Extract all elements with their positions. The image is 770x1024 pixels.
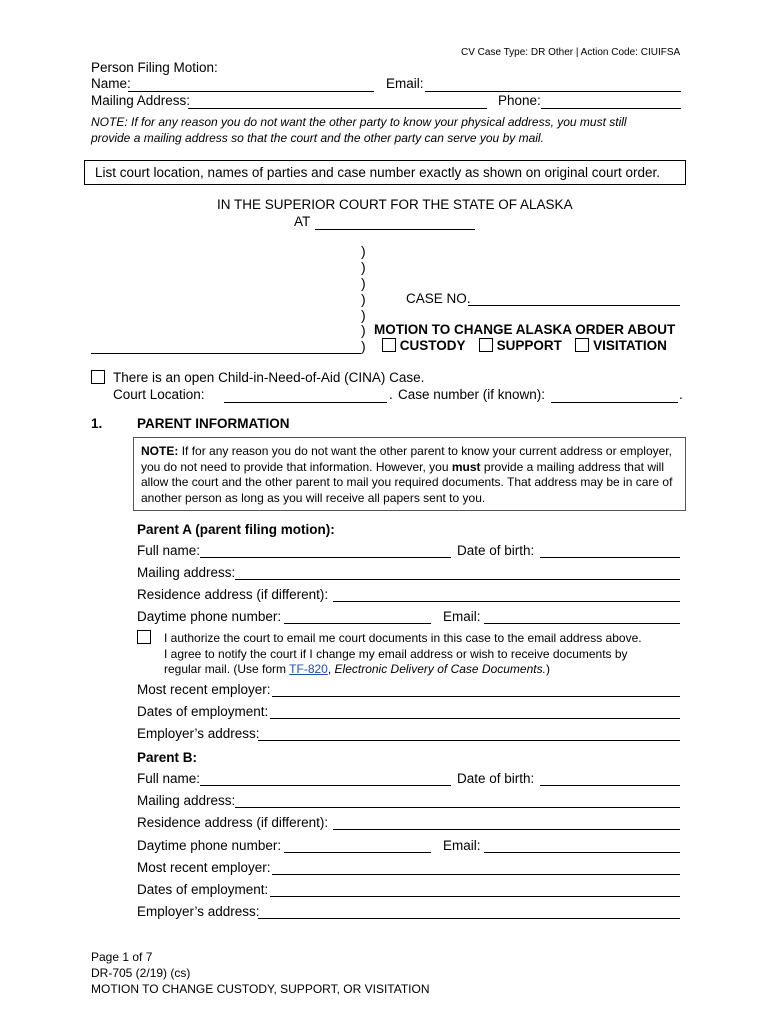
- phone-field[interactable]: [541, 108, 681, 109]
- parent-b-email-label: Email:: [443, 838, 481, 853]
- parent-b-employer-field[interactable]: [272, 874, 680, 875]
- parent-b-full-name-label: Full name:: [137, 771, 201, 786]
- parent-a-mailing-label: Mailing address:: [137, 565, 236, 580]
- parent-b-employer-address-label: Employer’s address:: [137, 904, 260, 919]
- note-must: must: [451, 459, 481, 474]
- person-filing-label: Person Filing Motion:: [91, 60, 218, 75]
- parent-b-email-field[interactable]: [484, 852, 680, 853]
- footer-form-title: MOTION TO CHANGE CUSTODY, SUPPORT, OR VISITATION: [91, 982, 430, 996]
- parent-b-dates-field[interactable]: [270, 896, 680, 897]
- support-checkbox[interactable]: [479, 338, 493, 352]
- cina-checkbox[interactable]: [91, 370, 105, 384]
- parent-a-phone-label: Daytime phone number:: [137, 609, 282, 624]
- authorize-text-a: regular mail. (Use form: [164, 662, 287, 676]
- tf-820-link[interactable]: TF-820: [289, 662, 328, 676]
- parent-a-employer-label: Most recent employer:: [137, 682, 271, 697]
- section-number: 1.: [91, 416, 103, 431]
- parent-b-residence-label: Residence address (if different):: [137, 815, 329, 830]
- parent-a-dob-field[interactable]: [540, 557, 680, 558]
- motion-title: MOTION TO CHANGE ALASKA ORDER ABOUT: [374, 322, 676, 337]
- case-type-code: CV Case Type: DR Other | Action Code: CIUIFSA: [461, 47, 681, 58]
- caption-paren: ): [361, 307, 366, 323]
- authorize-comma: ,: [327, 662, 332, 676]
- caption-paren: ): [361, 322, 366, 338]
- caption-paren: ): [361, 338, 366, 354]
- parent-info-note: [133, 437, 686, 511]
- parent-a-heading: Parent A (parent filing motion):: [137, 522, 335, 537]
- note-text-b: provide a mailing address that will allow the court and the other parent to mail you required documents. That address may be in care of another person as long as you will receive all papers sent to you.: [141, 459, 673, 505]
- court-title: IN THE SUPERIOR COURT FOR THE STATE OF ALASKA: [217, 197, 573, 212]
- parties-field[interactable]: [91, 353, 361, 354]
- parent-b-phone-label: Daytime phone number:: [137, 838, 282, 853]
- caption-paren: ): [361, 259, 366, 275]
- parent-b-dates-label: Dates of employment:: [137, 882, 269, 897]
- parent-b-residence-field[interactable]: [333, 829, 680, 830]
- parent-a-dates-field[interactable]: [270, 718, 680, 719]
- custody-label: CUSTODY: [399, 338, 466, 353]
- parent-b-phone-field[interactable]: [284, 852, 431, 853]
- parent-a-employer-field[interactable]: [272, 696, 680, 697]
- parent-a-dob-label: Date of birth:: [457, 543, 535, 558]
- form-title: Electronic Delivery of Case Documents.: [334, 662, 546, 676]
- parent-b-mailing-label: Mailing address:: [137, 793, 236, 808]
- cina-label: There is an open Child-in-Need-of-Aid (CINA) Case.: [113, 370, 425, 385]
- parent-b-dob-label: Date of birth:: [457, 771, 535, 786]
- mailing-address-label: Mailing Address:: [91, 93, 191, 108]
- case-no-label: CASE NO.: [406, 291, 471, 306]
- custody-checkbox[interactable]: [382, 338, 396, 352]
- parent-a-mailing-field[interactable]: [235, 579, 680, 580]
- authorize-line3: [164, 662, 550, 676]
- parent-b-heading: Parent B:: [137, 750, 198, 765]
- note-text-a: If for any reason you do not want the other parent to know your current address or employer, you do not need to provide that information. However, you: [141, 444, 672, 474]
- parent-b-dob-field[interactable]: [540, 785, 680, 786]
- parent-a-employer-address-label: Employer’s address:: [137, 726, 260, 741]
- motion-options: [382, 338, 667, 353]
- caption-paren: ): [361, 291, 366, 307]
- email-field[interactable]: [425, 91, 681, 92]
- cina-period: .: [389, 387, 393, 402]
- instruction-text: List court location, names of parties and case number exactly as shown on original court order.: [95, 165, 661, 180]
- parent-a-phone-field[interactable]: [284, 623, 431, 624]
- parent-b-employer-label: Most recent employer:: [137, 860, 271, 875]
- name-field[interactable]: [128, 91, 374, 92]
- note-bold-label: NOTE:: [141, 444, 179, 458]
- parent-a-residence-label: Residence address (if different):: [137, 587, 329, 602]
- name-label: Name:: [91, 76, 131, 91]
- parent-b-employer-address-field[interactable]: [258, 918, 680, 919]
- section-title: PARENT INFORMATION: [137, 416, 290, 431]
- address-note-line2: provide a mailing address so that the court and the other party can serve you by mail.: [91, 131, 544, 145]
- visitation-checkbox[interactable]: [575, 338, 589, 352]
- visitation-label: VISITATION: [593, 338, 667, 353]
- email-consent-checkbox[interactable]: [137, 630, 151, 644]
- parent-a-email-label: Email:: [443, 609, 481, 624]
- parent-a-email-field[interactable]: [484, 623, 680, 624]
- cina-case-number-field[interactable]: [551, 402, 678, 403]
- parent-a-full-name-label: Full name:: [137, 543, 201, 558]
- cina-case-number-label: Case number (if known):: [398, 387, 546, 402]
- parent-a-employer-address-field[interactable]: [258, 740, 680, 741]
- parent-b-mailing-field[interactable]: [235, 807, 680, 808]
- cina-court-location-label: Court Location:: [113, 387, 205, 402]
- instruction-box: [84, 160, 686, 185]
- authorize-line2: I agree to notify the court if I change my email address or wish to receive documents by: [164, 647, 628, 661]
- email-label: Email:: [386, 76, 424, 91]
- footer-form-id: DR-705 (2/19) (cs): [91, 966, 191, 980]
- parent-b-full-name-field[interactable]: [200, 785, 451, 786]
- parent-a-full-name-field[interactable]: [200, 557, 451, 558]
- parent-a-dates-label: Dates of employment:: [137, 704, 269, 719]
- authorize-close: ): [545, 662, 550, 676]
- authorize-line1: I authorize the court to email me court documents in this case to the email address above.: [164, 631, 642, 645]
- phone-label: Phone:: [498, 93, 541, 108]
- court-location-field[interactable]: [315, 229, 475, 230]
- footer-page-number: Page 1 of 7: [91, 950, 153, 964]
- parent-a-residence-field[interactable]: [333, 601, 680, 602]
- support-label: SUPPORT: [496, 338, 562, 353]
- address-note-line1: NOTE: If for any reason you do not want the other party to know your physical address, you must still: [91, 115, 627, 129]
- case-no-field[interactable]: [468, 305, 680, 306]
- caption-paren: ): [361, 275, 366, 291]
- cina-court-location-field[interactable]: [224, 402, 387, 403]
- cina-period: .: [679, 387, 683, 402]
- mailing-address-field[interactable]: [188, 108, 487, 109]
- caption-paren: ): [361, 243, 366, 259]
- court-at-label: AT: [294, 214, 311, 229]
